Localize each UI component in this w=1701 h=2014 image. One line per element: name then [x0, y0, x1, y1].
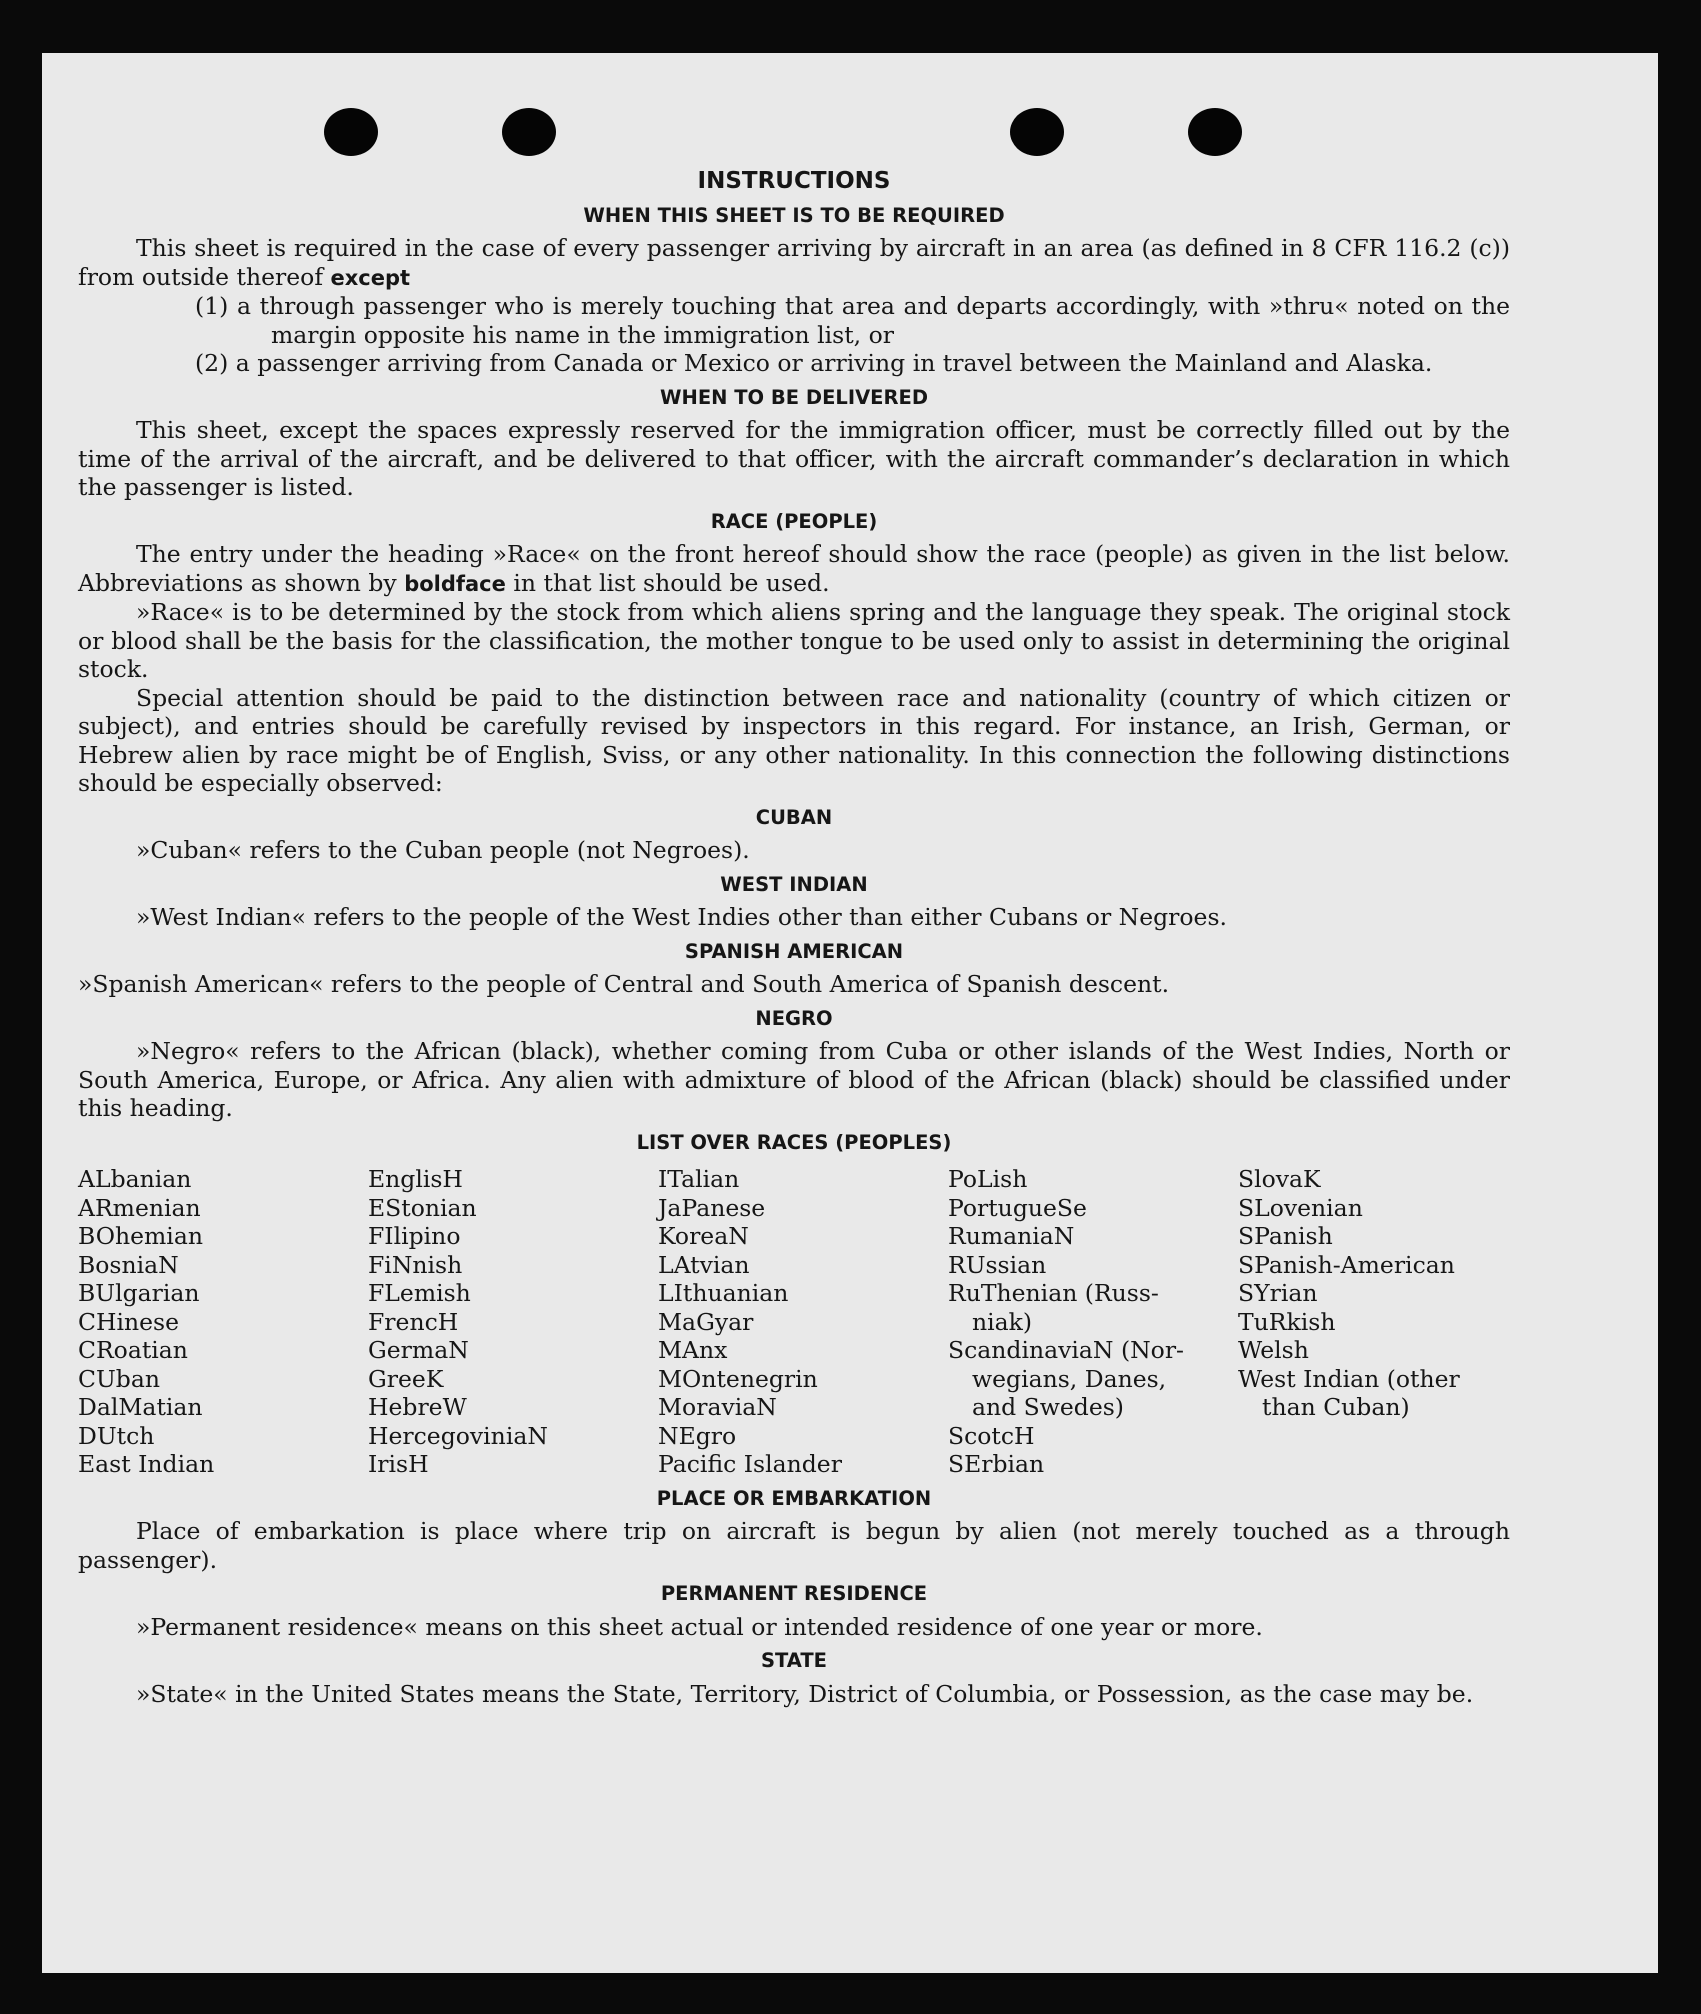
race-entry: FLemish [368, 1279, 471, 1307]
race-entry: RUssian [948, 1250, 1047, 1279]
negro-text: »Negro« refers to the African (black), whether coming from Cuba or other islands of the West Indies, North or South America, Europe, or Africa. Any alien with admixture of blood of the African (black) should be classified under this heading. [78, 1037, 1510, 1122]
race-entry: CRoatian [78, 1336, 188, 1364]
race-entry: Welsh [1238, 1336, 1309, 1364]
keyword-except: except [330, 265, 411, 290]
race-entry: SLovenian [1238, 1193, 1363, 1222]
race-entry: TuRkish [1238, 1307, 1336, 1336]
race-entry: NEgro [658, 1421, 737, 1450]
section-heading-delivery: WHEN TO BE DELIVERED [659, 385, 929, 409]
west-indian-text: »West Indian« refers to the people of the West Indies other than either Cubans or Negroes. [136, 903, 1227, 931]
race-entry: HebreW [368, 1393, 467, 1421]
document-page [42, 53, 1658, 1973]
race-entry: GermaN [368, 1336, 469, 1364]
punch-hole [324, 108, 378, 156]
race-entry: BosniaN [78, 1250, 179, 1279]
required-item-2: (2) a passenger arriving from Canada or Mexico or arriving in travel between the Mainland and Alaska. [195, 349, 1433, 377]
race-entry: CUban [78, 1364, 160, 1393]
race-entry: DalMatian [78, 1393, 203, 1421]
race-entry: MaGyar [658, 1307, 754, 1336]
race-entry: RumaniaN [948, 1222, 1075, 1250]
race-paragraph-2: »Race« is to be determined by the stock from which aliens spring and the language they speak. The original stock or blood shall be the basis for the classification, the mother tongue to be used only to assist in determining the original stock. [78, 598, 1510, 683]
race-entry: ITalian [658, 1165, 740, 1193]
race-entry: LIthuanian [658, 1279, 789, 1307]
race-entry: DUtch [78, 1421, 155, 1450]
race-entry: ScotcH [948, 1421, 1035, 1450]
race-column-4 [948, 1165, 1238, 1479]
race-entry: SPanish [1238, 1222, 1333, 1250]
section-heading-race-list: LIST OVER RACES (PEOPLES) [636, 1130, 952, 1154]
punch-hole [1188, 108, 1242, 156]
race-entry: RuThenian (Russ- [948, 1279, 1159, 1307]
section-heading-residence: PERMANENT RESIDENCE [660, 1582, 928, 1605]
section-heading-negro: NEGRO [755, 1006, 833, 1030]
race-entry: JaPanese [658, 1193, 766, 1222]
residence-text: »Permanent residence« means on this sheet actual or intended residence of one year or more. [136, 1612, 1263, 1641]
instructions-text [78, 167, 1510, 1708]
race-entry: SlovaK [1238, 1165, 1321, 1193]
race-entry: ScandinaviaN (Nor- [948, 1336, 1184, 1364]
punch-hole [502, 108, 556, 156]
page-title: INSTRUCTIONS [697, 168, 891, 194]
race-entry: East Indian [78, 1450, 215, 1478]
race-entry: LAtvian [658, 1250, 750, 1279]
race-list [78, 1165, 1510, 1479]
race-entry: ARmenian [78, 1193, 201, 1222]
section-heading-spanish-american: SPANISH AMERICAN [684, 939, 904, 963]
delivery-text: This sheet, except the spaces expressly reserved for the immigration officer, must be correctly filled out by the time of the arrival of the aircraft, and be delivered to that officer, with the aircraft commander’s declaration in which the passenger is listed. [78, 416, 1510, 501]
race-entry-continuation: wegians, Danes, [972, 1364, 1167, 1393]
race-entry: SPanish-American [1238, 1250, 1455, 1279]
race-entry: SYrian [1238, 1279, 1318, 1307]
race-paragraph-1: The entry under the heading »Race« on the front hereof should show the race (people) as given in the list below. Abbreviations as shown by boldface in that list should be used. [78, 540, 1510, 597]
race-entry: BUlgarian [78, 1279, 200, 1307]
race-entry: FrencH [368, 1307, 459, 1336]
section-heading-race: RACE (PEOPLE) [710, 509, 878, 533]
section-heading-required: WHEN THIS SHEET IS TO BE REQUIRED [583, 203, 1005, 227]
race-column-3 [658, 1165, 948, 1479]
race-entry: PoLish [948, 1165, 1028, 1193]
punch-hole [1010, 108, 1064, 156]
race-entry: EnglisH [368, 1165, 463, 1193]
race-entry: MOntenegrin [658, 1364, 818, 1393]
race-entry: EStonian [368, 1193, 477, 1222]
race-entry: FIlipino [368, 1222, 461, 1250]
race-entry: HercegoviniaN [368, 1421, 548, 1450]
section-heading-embarkation: PLACE OR EMBARKATION [656, 1486, 932, 1510]
race-entry: KoreaN [658, 1222, 749, 1250]
race-entry: West Indian (other [1238, 1364, 1460, 1393]
embarkation-text: Place of embarkation is place where trip on aircraft is begun by alien (not merely touched as a through passenger). [78, 1517, 1510, 1574]
spanish-american-text: »Spanish American« refers to the people of Central and South America of Spanish descent. [78, 970, 1170, 998]
race-entry-continuation: and Swedes) [972, 1393, 1124, 1421]
race-entry: GreeK [368, 1364, 444, 1393]
race-entry: FiNnish [368, 1250, 463, 1279]
race-entry: MoraviaN [658, 1393, 777, 1421]
race-column-5 [1238, 1165, 1510, 1479]
race-entry: ALbanian [78, 1165, 192, 1193]
section-heading-west-indian: WEST INDIAN [720, 872, 868, 896]
race-entry: BOhemian [78, 1222, 203, 1250]
state-text: »State« in the United States means the State, Territory, District of Columbia, or Possession, as the case may be. [136, 1679, 1474, 1708]
race-entry: CHinese [78, 1307, 179, 1336]
race-paragraph-3: Special attention should be paid to the distinction between race and nationality (country of which citizen or subject), and entries should be carefully revised by inspectors in this regard. For instance, an Irish, German, or Hebrew alien by race might be of English, Sviss, or any other nationality. In this connection the following distinctions should be especially observed: [78, 683, 1510, 797]
race-column-1 [78, 1165, 368, 1479]
required-item-1: (1) a through passenger who is merely touching that area and departs accordingly, with »thru« noted on the margin opposite his name in the immigration list, or [195, 292, 1510, 349]
cuban-text: »Cuban« refers to the Cuban people (not Negroes). [136, 836, 750, 864]
required-intro: This sheet is required in the case of every passenger arriving by aircraft in an area (as defined in 8 CFR 116.2 (c)) from outside thereof except [78, 234, 1510, 291]
race-column-2 [368, 1165, 658, 1479]
race-entry: PortugueSe [948, 1193, 1087, 1222]
section-heading-state: STATE [760, 1649, 828, 1672]
race-entry: IrisH [368, 1450, 429, 1478]
race-entry: Pacific Islander [658, 1450, 842, 1478]
race-entry: MAnx [658, 1336, 728, 1364]
race-entry-continuation: niak) [972, 1307, 1033, 1336]
race-entry: SErbian [948, 1450, 1045, 1478]
keyword-boldface: boldface [404, 571, 506, 596]
race-entry-continuation: than Cuban) [1262, 1393, 1410, 1421]
section-heading-cuban: CUBAN [755, 805, 833, 829]
